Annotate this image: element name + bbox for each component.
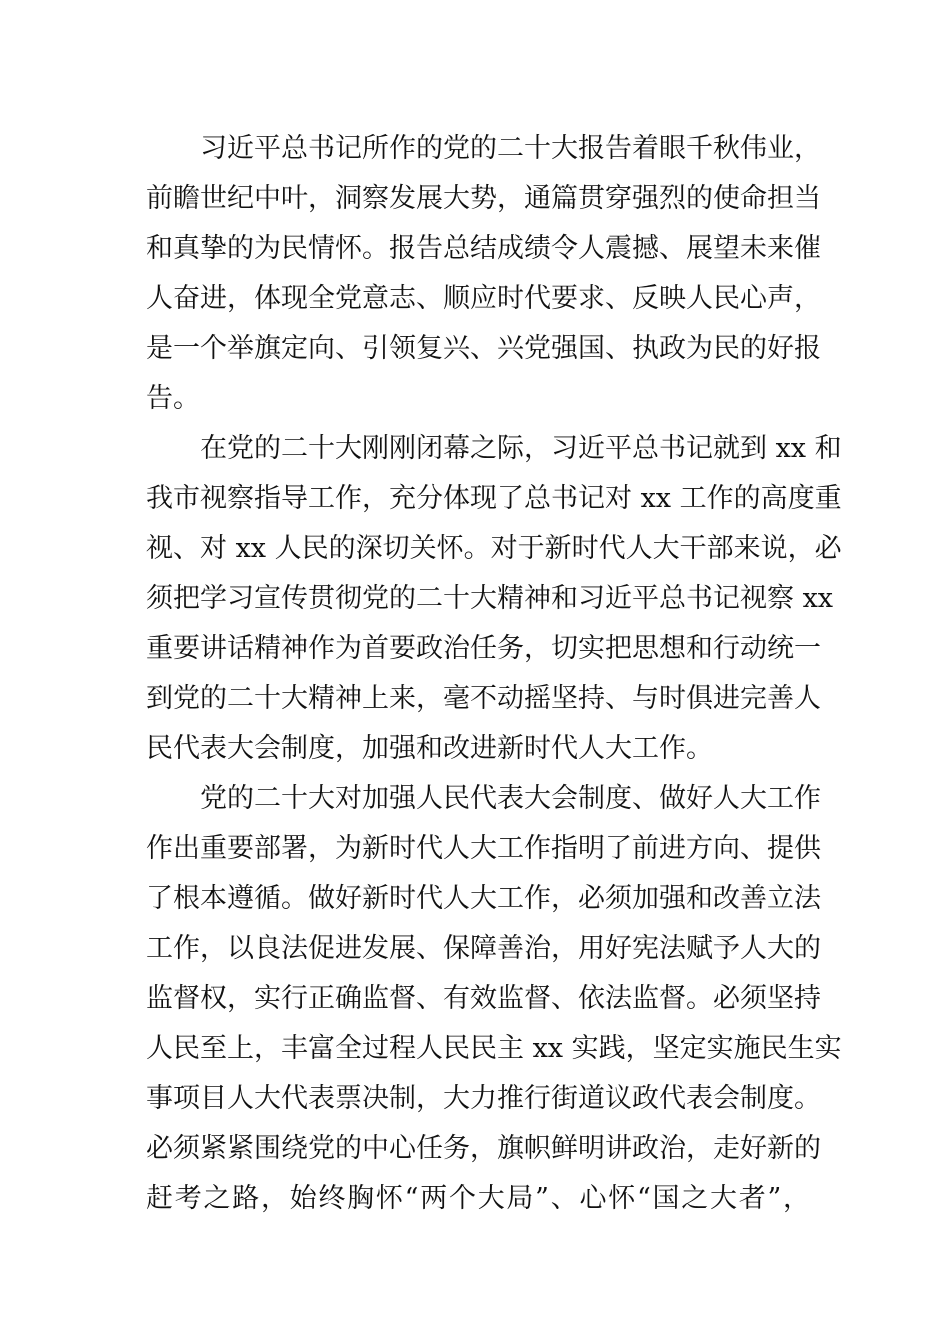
text-line: 习近平总书记所作的党的二十大报告着眼千秋伟业， [200, 133, 821, 164]
text-line: 我市视察指导工作，充分体现了总书记对 xx 工作的高度重 [146, 483, 842, 514]
text-line: 党的二十大对加强人民代表大会制度、做好人大工作 [200, 783, 821, 814]
text-line: 在党的二十大刚刚闭幕之际，习近平总书记就到 xx 和 [200, 433, 842, 464]
text-line: 视、对 xx 人民的深切关怀。对于新时代人大干部来说，必 [146, 533, 842, 564]
text-line: 监督权，实行正确监督、有效监督、依法监督。必须坚持 [146, 983, 821, 1014]
text-line: 人民至上，丰富全过程人民民主 xx 实践，坚定实施民生实 [146, 1033, 842, 1064]
text-line: 民代表大会制度，加强和改进新时代人大工作。 [146, 733, 713, 764]
text-line: 前瞻世纪中叶，洞察发展大势，通篇贯穿强烈的使命担当 [146, 183, 821, 214]
text-line: 作出重要部署，为新时代人大工作指明了前进方向、提供 [146, 833, 821, 864]
text-line: 必须紧紧围绕党的中心任务，旗帜鲜明讲政治，走好新的 [146, 1133, 821, 1164]
text-line: 和真挚的为民情怀。报告总结成绩令人震撼、展望未来催 [146, 233, 821, 264]
document-page [146, 124, 842, 1224]
text-line: 工作，以良法促进发展、保障善治，用好宪法赋予人大的 [146, 933, 821, 964]
text-line: 须把学习宣传贯彻党的二十大精神和习近平总书记视察 xx [146, 583, 834, 614]
text-line: 是一个举旗定向、引领复兴、兴党强国、执政为民的好报 [146, 333, 821, 364]
text-line: 赶考之路，始终胸怀“两个大局”、心怀“国之大者”， [146, 1183, 810, 1214]
text-line: 到党的二十大精神上来，毫不动摇坚持、与时俱进完善人 [146, 683, 821, 714]
text-line: 重要讲话精神作为首要政治任务，切实把思想和行动统一 [146, 633, 821, 664]
text-line: 事项目人大代表票决制，大力推行街道议政代表会制度。 [146, 1083, 821, 1114]
text-line: 了根本遵循。做好新时代人大工作，必须加强和改善立法 [146, 883, 821, 914]
text-line: 人奋进，体现全党意志、顺应时代要求、反映人民心声， [146, 283, 821, 314]
text-line: 告。 [146, 383, 200, 414]
